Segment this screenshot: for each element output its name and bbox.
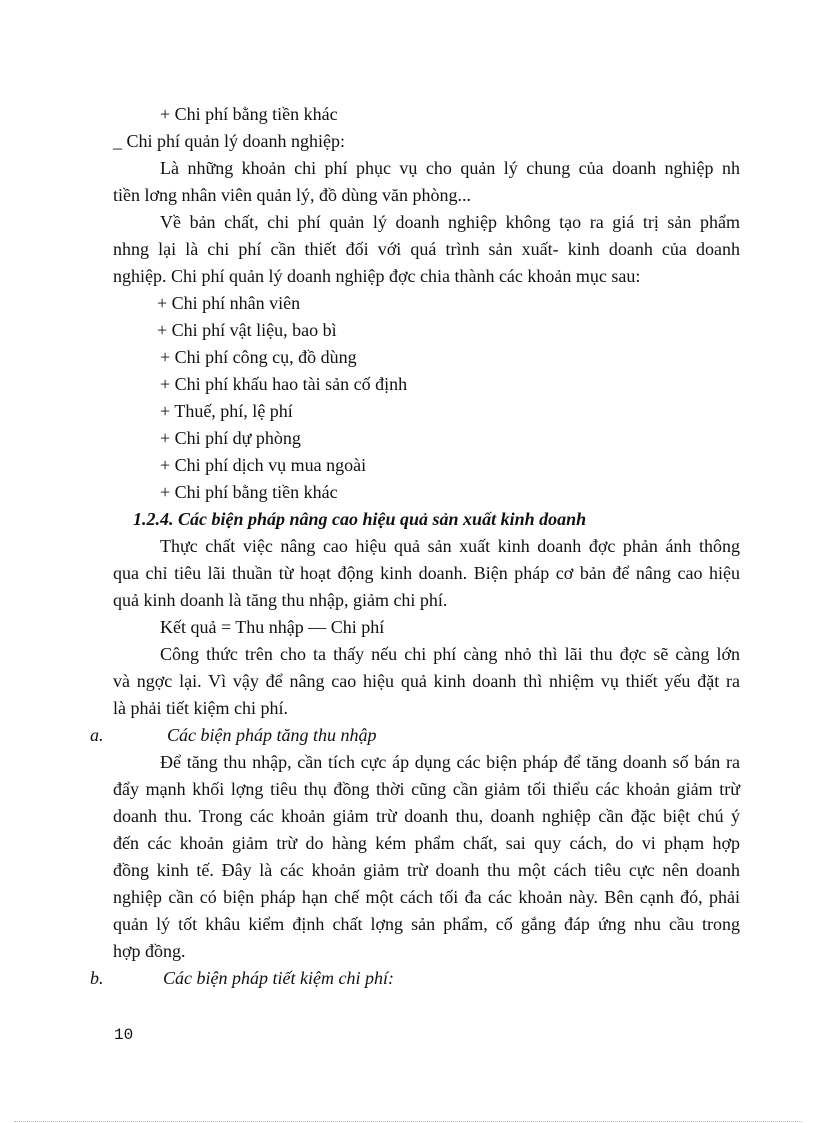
paragraph-line: đồng kinh tế. Đây là các khoản giảm trừ doanh thu một cách tiêu cực nên doanh bbox=[113, 860, 740, 880]
list-item: + Thuế, phí, lệ phí bbox=[160, 401, 293, 421]
paragraph-line: quản lý tốt khâu kiểm định chất lợng sản phẩm, cố gắng đáp ứng nhu cầu trong bbox=[113, 914, 740, 934]
paragraph-line: tiền lơng nhân viên quản lý, đồ dùng văn phòng... bbox=[113, 185, 471, 205]
page-number: 10 bbox=[114, 1026, 134, 1044]
paragraph-line: đẩy mạnh khối lợng tiêu thụ đồng thời cũng cần giảm tối thiểu các khoản giảm trừ bbox=[113, 779, 740, 799]
paragraph-line: doanh thu. Trong các khoản giảm trừ doanh thu, doanh nghiệp cần đặc biệt chú ý bbox=[113, 806, 740, 826]
paragraph-line: qua chỉ tiêu lãi thuần từ hoạt động kinh doanh. Biện pháp cơ bản để nâng cao hiệu bbox=[113, 563, 740, 583]
paragraph-line: quả kinh doanh là tăng thu nhập, giảm chi phí. bbox=[113, 590, 448, 610]
list-item: + Chi phí nhân viên bbox=[157, 293, 301, 313]
list-item: + Chi phí vật liệu, bao bì bbox=[157, 320, 337, 340]
section-heading: _ Chi phí quản lý doanh nghiệp: bbox=[113, 131, 345, 151]
paragraph-line: Thực chất việc nâng cao hiệu quả sản xuất kinh doanh đợc phản ánh thông bbox=[160, 536, 740, 556]
list-item: + Chi phí dự phòng bbox=[160, 428, 301, 448]
subsection-heading: 1.2.4. Các biện pháp nâng cao hiệu quả sản xuất kinh doanh bbox=[133, 509, 587, 529]
subheading-cost-saving: Các biện pháp tiết kiệm chi phí: bbox=[163, 968, 394, 988]
paragraph-line: đến các khoản giảm trừ do hàng kém phẩm chất, sai quy cách, do vi phạm hợp bbox=[113, 833, 740, 853]
list-item: + Chi phí dịch vụ mua ngoài bbox=[160, 455, 367, 475]
text-line: + Chi phí bằng tiền khác bbox=[160, 104, 338, 124]
paragraph-line: nhng lại là chi phí cần thiết đối với quá trình sản xuất- kinh doanh của doanh bbox=[113, 239, 740, 259]
list-item: + Chi phí công cụ, đồ dùng bbox=[160, 347, 357, 367]
list-marker-b: b. bbox=[90, 968, 104, 988]
list-marker-a: a. bbox=[90, 725, 104, 745]
subheading-increase-income: Các biện pháp tăng thu nhập bbox=[167, 725, 377, 745]
paragraph-line: nghiệp. Chi phí quản lý doanh nghiệp đợc chia thành các khoản mục sau: bbox=[113, 266, 641, 286]
list-item: + Chi phí bằng tiền khác bbox=[160, 482, 338, 502]
footer-divider bbox=[14, 1121, 802, 1122]
paragraph-line: hợp đồng. bbox=[113, 941, 186, 961]
paragraph-line: Công thức trên cho ta thấy nếu chi phí càng nhỏ thì lãi thu đợc sẽ càng lớn bbox=[160, 644, 740, 664]
paragraph-line: là phải tiết kiệm chi phí. bbox=[113, 698, 288, 718]
paragraph-line: Về bản chất, chi phí quản lý doanh nghiệp không tạo ra giá trị sản phẩm bbox=[160, 212, 740, 232]
paragraph-line: nghiệp cần có biện pháp hạn chế một cách tối đa các khoản này. Bên cạnh đó, phải bbox=[113, 887, 740, 907]
paragraph-line: và ngợc lại. Vì vậy để nâng cao hiệu quả kinh doanh thì nhiệm vụ thiết yếu đặt ra bbox=[113, 671, 740, 691]
paragraph-line: Để tăng thu nhập, cần tích cực áp dụng các biện pháp để tăng doanh số bán ra bbox=[160, 752, 740, 772]
formula-line: Kết quả = Thu nhập — Chi phí bbox=[160, 617, 385, 637]
list-item: + Chi phí khấu hao tài sản cố định bbox=[160, 374, 408, 394]
paragraph-line: Là những khoản chi phí phục vụ cho quản lý chung của doanh nghiệp nh bbox=[160, 158, 740, 178]
